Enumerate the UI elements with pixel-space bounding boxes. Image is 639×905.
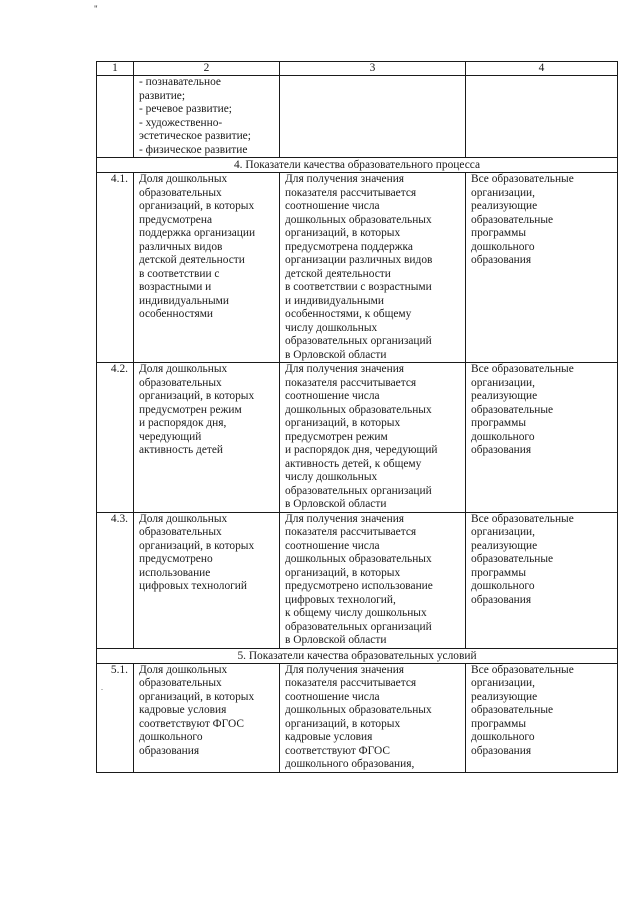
indicator-name: Доля дошкольных образовательных организаций, в которых предусмотрена поддержка организации различных видов детской деятельности в соответствии с возрастными и индивидуальными особенностями <box>134 173 280 363</box>
scope-of-organizations: Все образовательные организации, реализующие образовательные программы дошкольного образования <box>466 663 618 772</box>
column-number-4: 4 <box>466 62 618 76</box>
column-number-3: 3 <box>280 62 466 76</box>
table-row <box>97 173 618 363</box>
indicator-number: 4.1. <box>97 173 134 363</box>
section-heading: 4. Показатели качества образовательного процесса <box>97 158 618 173</box>
calculation-method: Для получения значения показателя рассчитывается соотношение числа дошкольных образовательных организаций, в которых предусмотрено использование цифровых технологий, к общему числу дошкольных образовательных организаций в Орловской области <box>280 512 466 648</box>
indicator-name: Доля дошкольных образовательных организаций, в которых предусмотрено использование цифровых технологий <box>134 512 280 648</box>
calculation-method: Для получения значения показателя рассчитывается соотношение числа дошкольных образовательных организаций, в которых предусмотрен режим и распорядок дня, чередующий активность детей, к общему числу дошкольных образовательных организаций в Орловской области <box>280 363 466 513</box>
indicators-table <box>96 61 618 773</box>
calculation-method: Для получения значения показателя рассчитывается соотношение числа дошкольных образовательных организаций, в которых кадровые условия соответствуют ФГОС дошкольного образования, <box>280 663 466 772</box>
indicator-name: Доля дошкольных образовательных организаций, в которых предусмотрен режим и распорядок дня, чередующий активность детей <box>134 363 280 513</box>
calculation-method: Для получения значения показателя рассчитывается соотношение числа дошкольных образовательных организаций, в которых предусмотрена поддержка организации различных видов детской деятельности в соответствии с возрастными и индивидуальными особенностями, к общему числу дошкольных образовательных организаций в Орловской области <box>280 173 466 363</box>
scope-of-organizations: Все образовательные организации, реализующие образовательные программы дошкольного образования <box>466 512 618 648</box>
table-row <box>97 663 618 772</box>
continuation-indicator-cell: - познавательное развитие; - речевое развитие; - художественно- эстетическое развитие; - физическое развитие <box>134 76 280 158</box>
continuation-num-cell <box>97 76 134 158</box>
margin-dot: . <box>101 683 103 692</box>
column-number-row <box>97 62 618 76</box>
indicator-number: 5.1. <box>97 663 134 772</box>
indicator-name: Доля дошкольных образовательных организаций, в которых кадровые условия соответствуют ФГОС дошкольного образования <box>134 663 280 772</box>
section-heading-row <box>97 648 618 663</box>
section-heading: 5. Показатели качества образовательных условий <box>97 648 618 663</box>
continuation-scope-cell <box>466 76 618 158</box>
continuation-method-cell <box>280 76 466 158</box>
column-number-2: 2 <box>134 62 280 76</box>
table-row <box>97 512 618 648</box>
indicator-number: 4.3. <box>97 512 134 648</box>
table-row <box>97 363 618 513</box>
scan-mark: " <box>94 4 98 14</box>
section-heading-row <box>97 158 618 173</box>
continuation-row <box>97 76 618 158</box>
scope-of-organizations: Все образовательные организации, реализующие образовательные программы дошкольного образования <box>466 363 618 513</box>
scope-of-organizations: Все образовательные организации, реализующие образовательные программы дошкольного образования <box>466 173 618 363</box>
column-number-1: 1 <box>97 62 134 76</box>
indicator-number: 4.2. <box>97 363 134 513</box>
